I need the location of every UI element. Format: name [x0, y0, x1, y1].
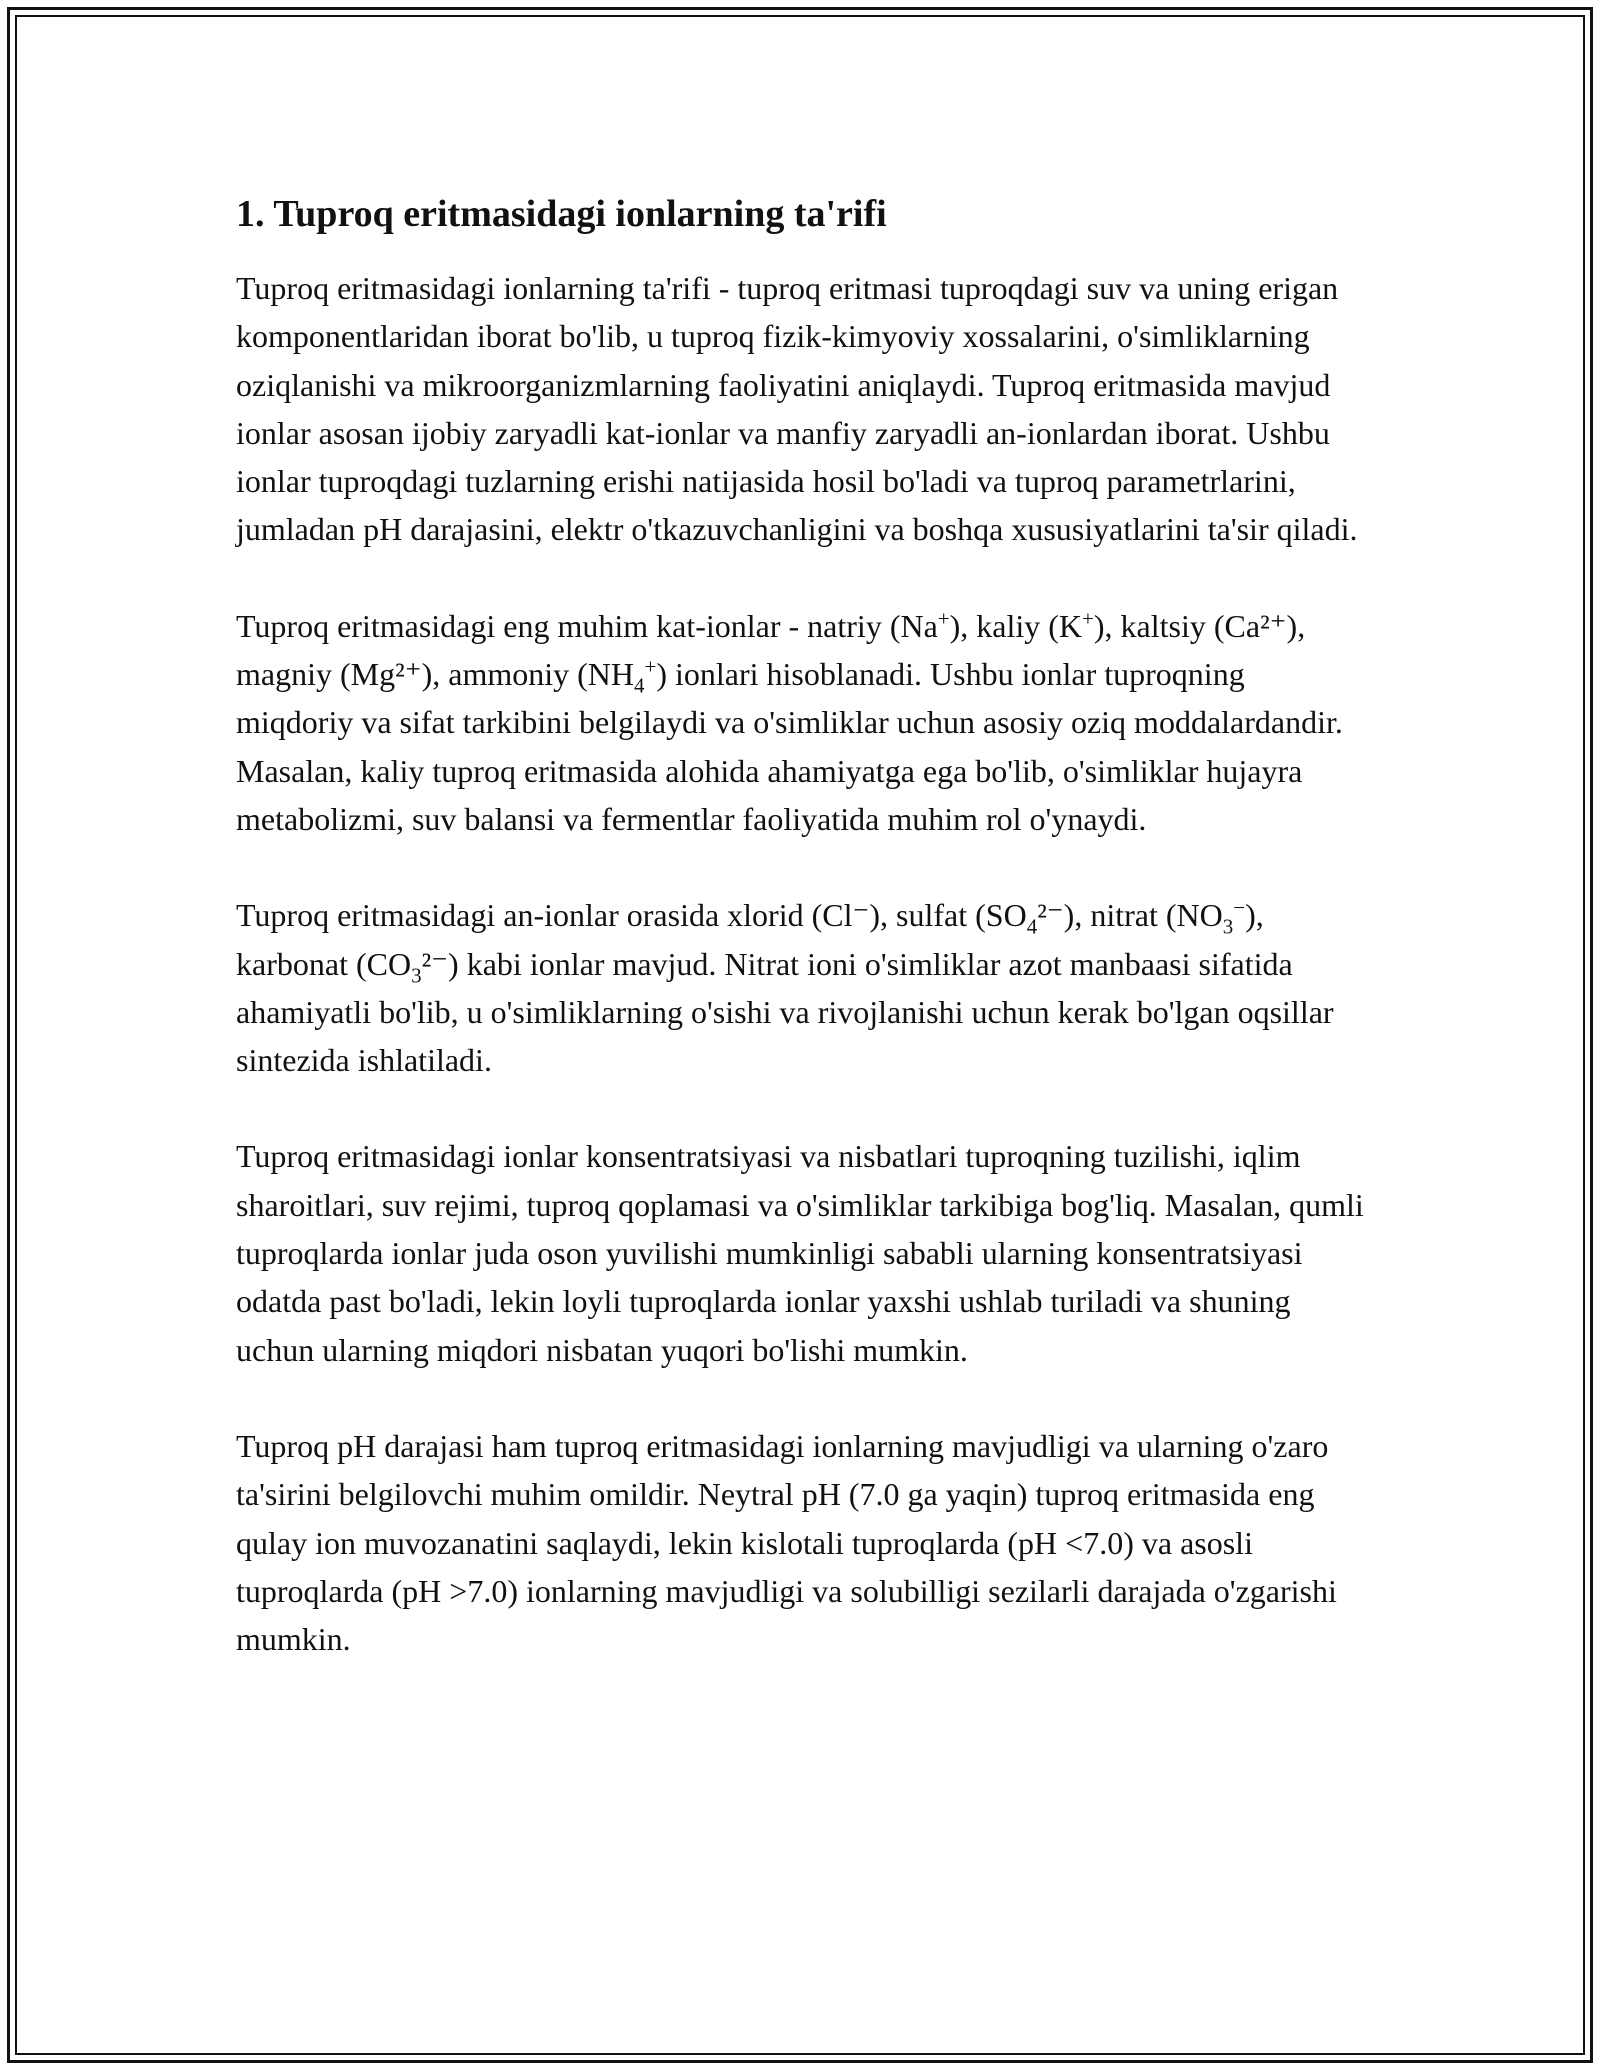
superscript: −	[1233, 895, 1246, 920]
text-run: Tuproq eritmasidagi an-ionlar orasida xlorid (Cl⁻), sulfat (SO	[236, 897, 1027, 934]
superscript: +	[937, 606, 950, 631]
text-run: Tuproq eritmasidagi eng muhim kat-ionlar - natriy (Na	[236, 607, 938, 644]
paragraph-definition: Tuproq eritmasidagi ionlarning ta'rifi - tuproq eritmasi tuproqdagi suv va uning erigan komponentlaridan iborat bo'lib, u tuproq fizik-kimyoviy xossalarini, o'simliklarning oziqlanishi va mikroorganizmlarning faoliyatini aniqlaydi. Tuproq eritmasida mavjud ionlar asosan ijobiy zaryadli kat-ionlar va manfiy zaryadli an-ionlardan iborat. Ushbu ionlar tuproqdagi tuzlarning erishi natijasida hosil bo'ladi va tuproq parametrlarini, jumladan pH darajasini, elektr o'tkazuvchanligini va boshqa xususiyatlarini ta'sir qiladi.	[236, 270, 1358, 548]
superscript: +	[1082, 606, 1094, 631]
paragraph-ph: Tuproq pH darajasi ham tuproq eritmasidagi ionlarning mavjudligi va ularning o'zaro ta'sirini belgilovchi muhim omildir. Neytral pH (7.0 ga yaqin) tuproq eritmasida eng qulay ion muvozanatini saqlaydi, lekin kislotali tuproqlarda (pH <7.0) va asosli tuproqlarda (pH >7.0) ionlarning mavjudligi va solubilligi sezilarli darajada o'zgarishi mumkin.	[236, 1427, 1337, 1658]
document-body	[236, 186, 1366, 1711]
text-run: ) ionlari hisoblanadi. Ushbu ionlar tuproqning miqdoriy va sifat tarkibini belgilaydi va o'simliklar uchun asosiy oziq moddalardandir. Masalan, kaliy tuproq eritmasida alohida ahamiyatga ega bo'lib, o'simliklar hujayra metabolizmi, suv balansi va fermentlar faoliyatida muhim rol o'ynaydi.	[236, 656, 1343, 837]
text-run: ), karbonat (CO	[236, 897, 1264, 982]
paragraph-concentration: Tuproq eritmasidagi ionlar konsentratsiyasi va nisbatlari tuproqning tuzilishi, iqlim sharoitlari, suv rejimi, tuproq qoplamasi va o'simliklar tarkibiga bog'liq. Masalan, qumli tuproqlarda ionlar juda oson yuvilishi mumkinligi sababli ularning konsentratsiyasi odatda past bo'ladi, lekin loyli tuproqlarda ionlar yaxshi ushlab turiladi va shuning uchun ularning miqdori nisbatan yuqori bo'lishi mumkin.	[236, 1138, 1364, 1368]
text-run: ), kaltsiy (Ca²⁺), magniy (Mg²⁺), ammoniy (NH	[236, 607, 1306, 693]
subscript: 4	[1026, 914, 1038, 939]
subscript: 3	[1222, 914, 1234, 939]
subscript: 4	[633, 673, 645, 698]
section-heading: 1. Tuproq eritmasidagi ionlarning ta'rifi	[236, 193, 887, 235]
text-run: ²⁻), nitrat (NO	[1037, 897, 1223, 934]
paragraph-anions	[236, 891, 1366, 1084]
paragraph-cations	[236, 602, 1366, 843]
superscript: +	[644, 654, 657, 679]
subscript: 3	[411, 962, 422, 987]
text-run: ²⁻) kabi ionlar mavjud. Nitrat ioni o'simliklar azot manbaasi sifatida ahamiyatli bo'lib, u o'simliklarning o'sishi va rivojlanishi uchun kerak bo'lgan oqsillar sintezida ishlatiladi.	[236, 945, 1334, 1079]
text-run: ), kaliy (K	[949, 607, 1083, 644]
